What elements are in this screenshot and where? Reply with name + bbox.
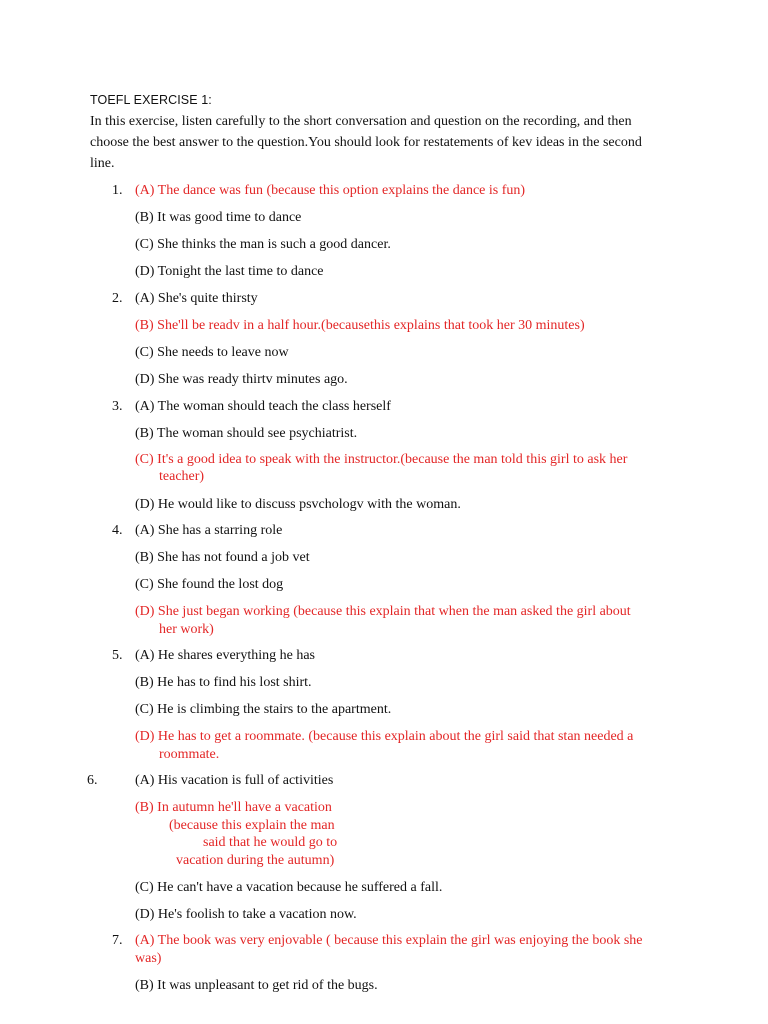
question-number: 3. — [112, 399, 123, 414]
option-b: (B) She has not found a job vet — [135, 550, 310, 565]
option-c-correct-continued: teacher) — [159, 469, 205, 484]
instructions-line: choose the best answer to the question.You should look for restatements of kev ideas in the second — [90, 135, 642, 150]
option-c: (C) She found the lost dog — [135, 577, 284, 592]
instructions-line: In this exercise, listen carefully to the short conversation and question on the recording, and then — [90, 114, 632, 129]
option-b: (B) It was unpleasant to get rid of the bugs. — [135, 978, 378, 993]
option-d: (D) He's foolish to take a vacation now. — [135, 907, 357, 922]
option-b-correct: (B) She'll be readv in a half hour.(becausethis explains that took her 30 minutes) — [135, 318, 585, 333]
question-number: 4. — [112, 523, 123, 538]
instructions-line: line. — [90, 156, 115, 171]
question-number: 5. — [112, 648, 123, 663]
option-d-correct-continued: roommate. — [159, 747, 220, 762]
question-number: 7. — [112, 933, 123, 948]
question-number: 2. — [112, 291, 123, 306]
option-d: (D) She was ready thirtv minutes ago. — [135, 372, 348, 387]
option-b-correct: (B) In autumn he'll have a vacation — [135, 800, 332, 815]
option-d-correct: (D) She just began working (because this explain that when the man asked the girl about — [135, 604, 631, 619]
option-a: (A) The woman should teach the class herself — [135, 399, 391, 414]
option-a-correct-continued: was) — [135, 951, 162, 966]
option-c-correct: (C) It's a good idea to speak with the instructor.(because the man told this girl to ask her — [135, 452, 628, 467]
option-b: (B) It was good time to dance — [135, 210, 302, 225]
option-c: (C) She needs to leave now — [135, 345, 289, 360]
option-a: (A) He shares everything he has — [135, 648, 315, 663]
option-d-correct-continued: her work) — [159, 622, 214, 637]
exercise-heading: TOEFL EXERCISE 1: — [90, 93, 212, 107]
option-c: (C) He can't have a vacation because he suffered a fall. — [135, 880, 443, 895]
option-b-correct-continued: vacation during the autumn) — [176, 853, 335, 868]
option-a: (A) His vacation is full of activities — [135, 773, 334, 788]
question-number: 1. — [112, 183, 123, 198]
option-b-correct-continued: said that he would go to — [203, 835, 338, 850]
option-d: (D) Tonight the last time to dance — [135, 264, 324, 279]
option-d: (D) He would like to discuss psvchologv with the woman. — [135, 497, 461, 512]
question-number: 6. — [87, 773, 98, 788]
option-c: (C) He is climbing the stairs to the apartment. — [135, 702, 392, 717]
option-a-correct: (A) The dance was fun (because this option explains the dance is fun) — [135, 183, 526, 198]
option-b: (B) He has to find his lost shirt. — [135, 675, 312, 690]
option-a-correct: (A) The book was very enjovable ( because this explain the girl was enjoying the book she — [135, 933, 643, 948]
option-b-correct-continued: (because this explain the man — [169, 818, 335, 833]
instructions-paragraph — [90, 111, 710, 174]
option-c: (C) She thinks the man is such a good dancer. — [135, 237, 391, 252]
option-a: (A) She has a starring role — [135, 523, 283, 538]
option-a: (A) She's quite thirsty — [135, 291, 258, 306]
option-d-correct: (D) He has to get a roommate. (because this explain about the girl said that stan needed a — [135, 729, 634, 744]
option-b: (B) The woman should see psychiatrist. — [135, 426, 358, 441]
